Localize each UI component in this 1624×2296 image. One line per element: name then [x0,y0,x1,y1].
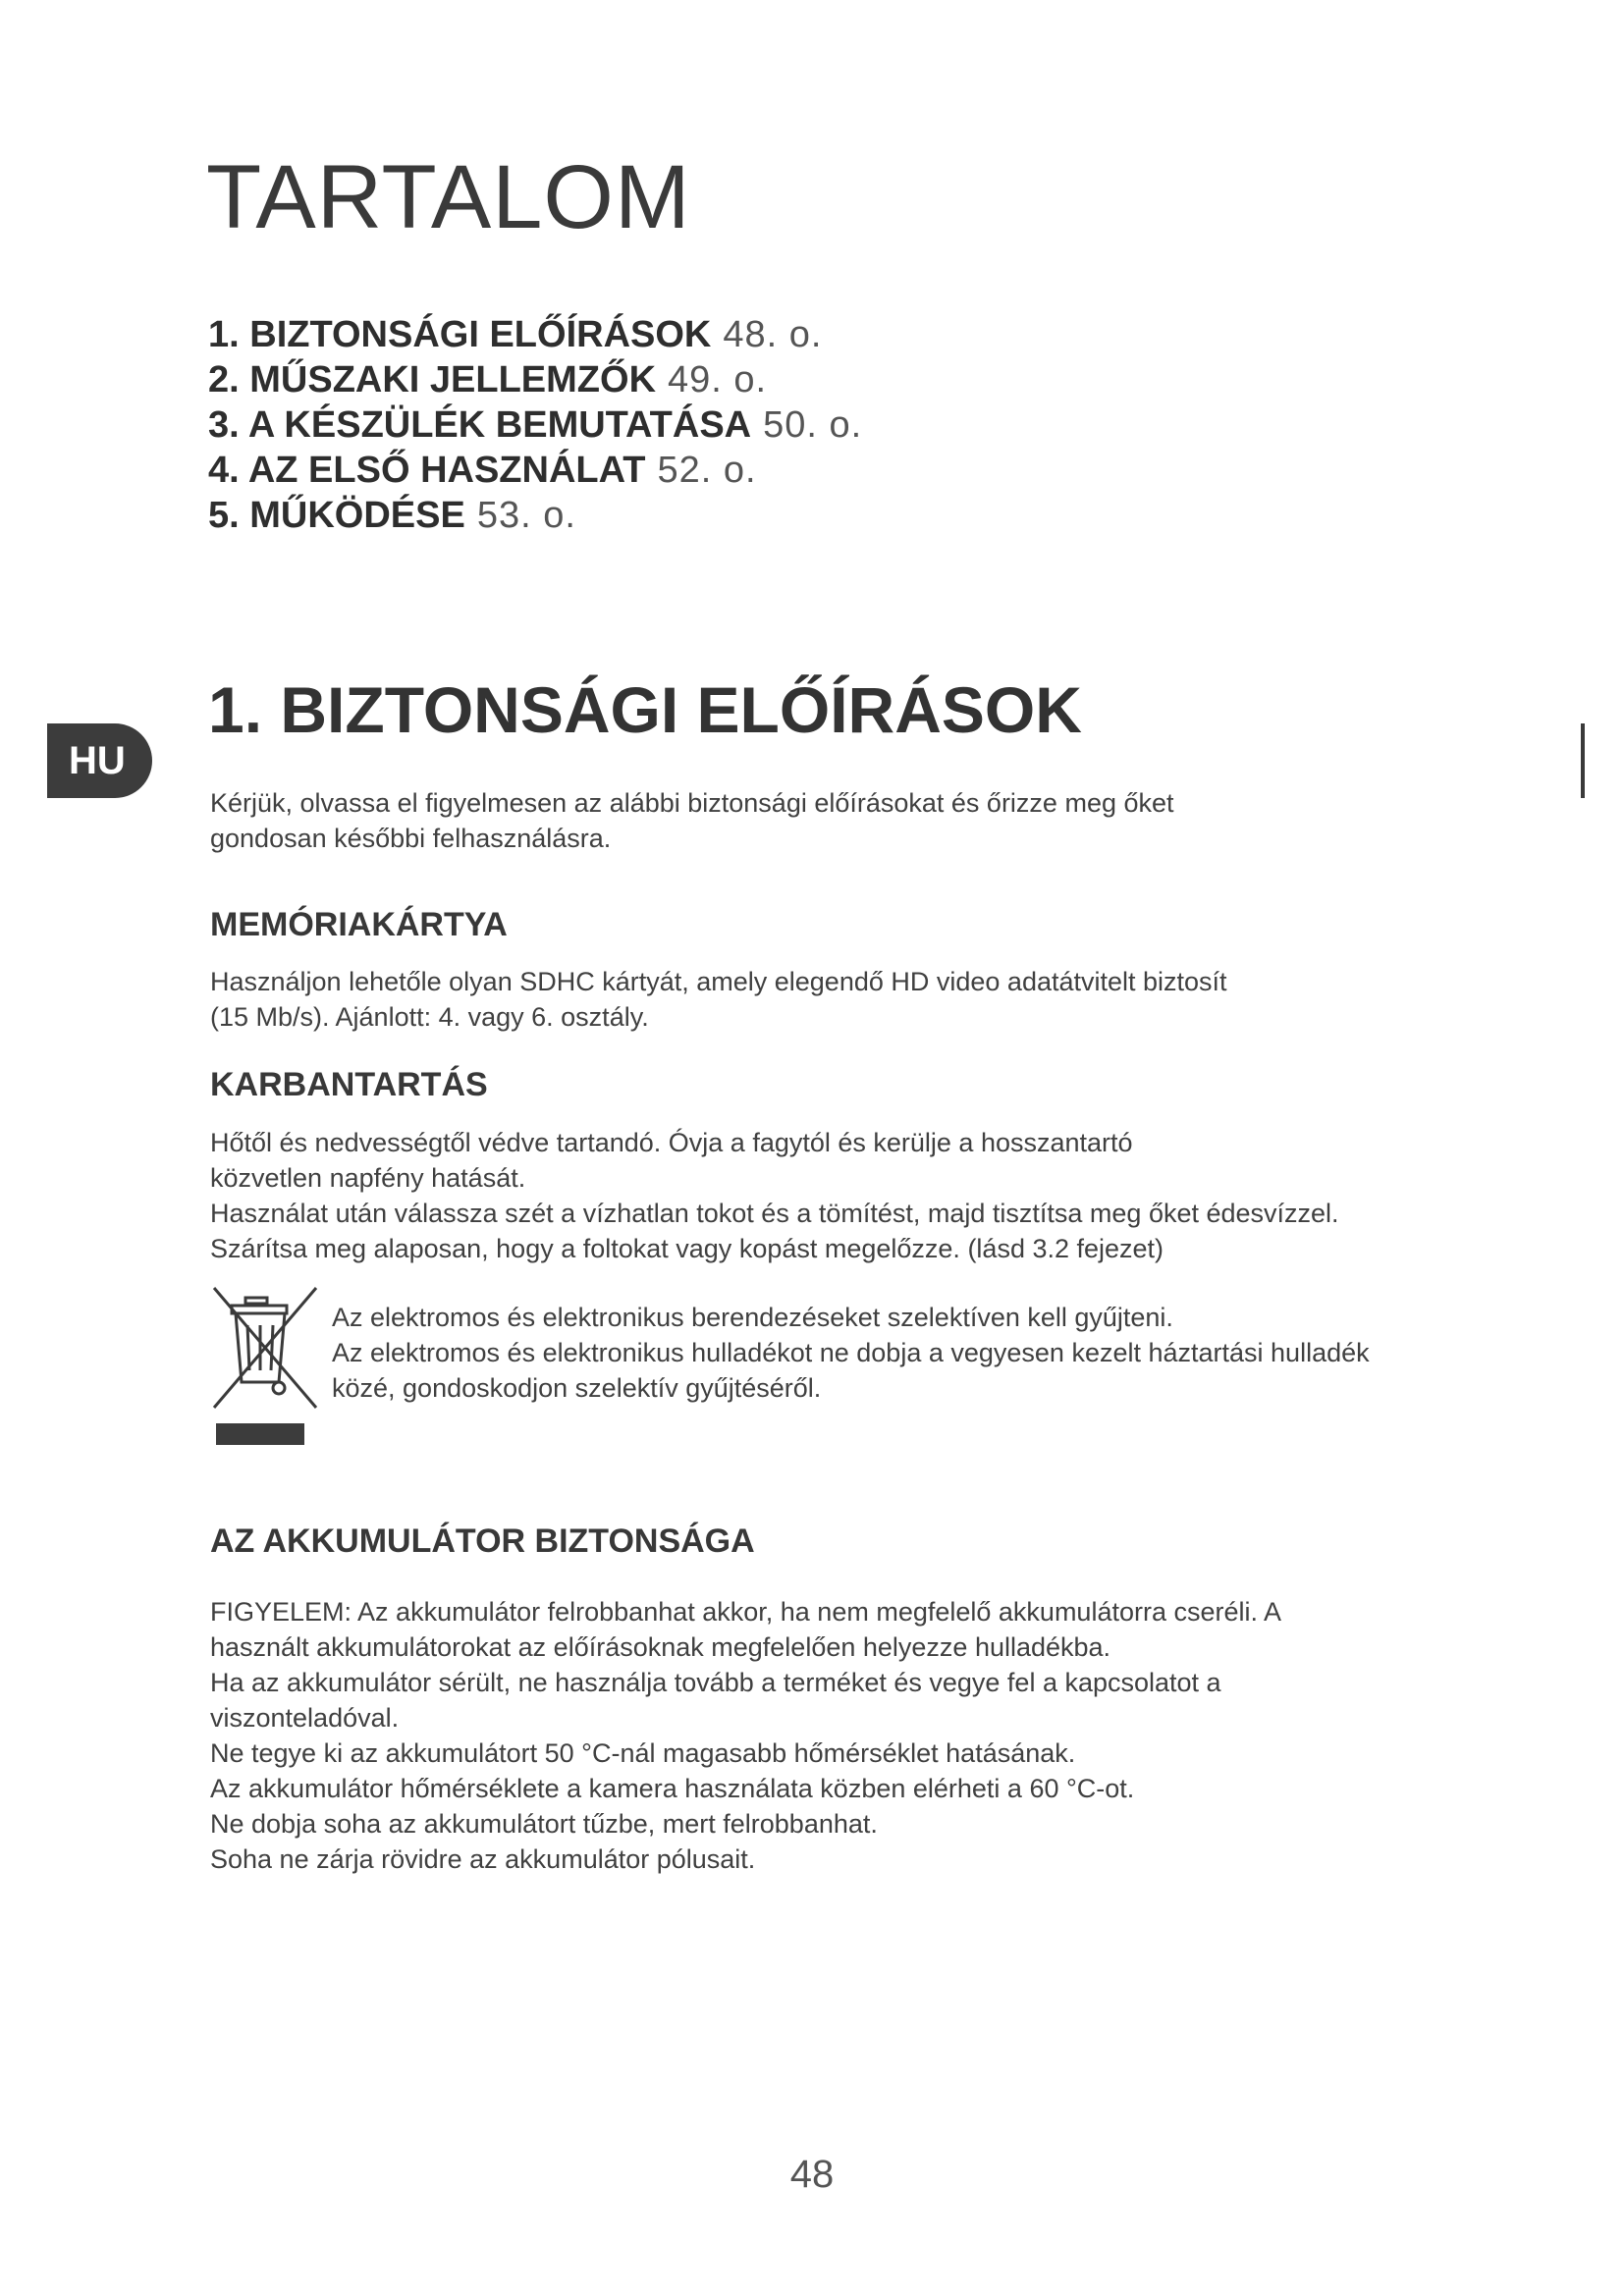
toc-entry-label: 1. BIZTONSÁGI ELŐÍRÁSOK [208,314,712,355]
weee-bar-marker [216,1423,304,1445]
toc-entry-label: 3. A KÉSZÜLÉK BEMUTATÁSA [208,404,752,446]
text-line: viszonteladóval. [210,1703,400,1733]
text-line: (15 Mb/s). Ajánlott: 4. vagy 6. osztály. [210,1002,649,1032]
text-line: Használat után válassza szét a vízhatlan tokot és a tömítést, majd tisztítsa meg őket édesvízzel. [210,1199,1339,1228]
toc-entry-page: 53. o. [476,495,576,536]
memory-card-heading: MEMÓRIAKÁRTYA [210,906,508,943]
text-line: Használjon lehetőle olyan SDHC kártyát, amely elegendő HD video adatátvitelt biztosít [210,967,1227,996]
toc-entry[interactable] [208,357,862,402]
text-line: Soha ne zárja rövidre az akkumulátor pólusait. [210,1844,756,1874]
text-line: Ne tegye ki az akkumulátort 50 °C-nál magasabb hőmérséklet hatásának. [210,1738,1076,1768]
battery-heading: AZ AKKUMULÁTOR BIZTONSÁGA [210,1522,755,1560]
maintenance-heading: KARBANTARTÁS [210,1066,488,1103]
table-of-contents [208,312,862,538]
language-tab: HU [47,723,152,798]
weee-paragraph [332,1300,1370,1406]
text-line: Szárítsa meg alaposan, hogy a foltokat vagy kopást megelőzze. (lásd 3.2 fejezet) [210,1234,1164,1263]
text-line: Hőtől és nedvességtől védve tartandó. Óvja a fagytól és kerülje a hosszantartó [210,1128,1133,1157]
toc-entry[interactable] [208,402,862,448]
text-line: Ne dobja soha az akkumulátort tűzbe, mert felrobbanhat. [210,1809,878,1839]
text-line: Az akkumulátor hőmérséklete a kamera használata közben elérheti a 60 °C-ot. [210,1774,1135,1803]
toc-entry[interactable] [208,312,862,357]
toc-entry-page: 48. o. [723,314,823,355]
toc-entry-label: 5. MŰKÖDÉSE [208,495,465,536]
page-title: TARTALOM [206,147,691,247]
text-line: Az elektromos és elektronikus hulladékot ne dobja a vegyesen kezelt háztartási hulladék [332,1338,1370,1367]
intro-paragraph [210,785,1174,856]
battery-paragraph [210,1594,1281,1877]
toc-entry-page: 50. o. [763,404,863,446]
section-marker-bar [1581,723,1585,798]
text-line: Ha az akkumulátor sérült, ne használja tovább a terméket és vegye fel a kapcsolatot a [210,1668,1221,1697]
text-line: gondosan későbbi felhasználásra. [210,824,612,853]
text-line: közvetlen napfény hatását. [210,1163,526,1193]
crossed-out-wheelie-bin-icon [210,1284,320,1412]
toc-entry-page: 52. o. [657,450,757,491]
toc-entry[interactable] [208,493,862,538]
toc-entry-page: 49. o. [668,359,768,400]
maintenance-paragraph [210,1125,1339,1266]
toc-entry-label: 2. MŰSZAKI JELLEMZŐK [208,359,657,400]
section-heading: 1. BIZTONSÁGI ELŐÍRÁSOK [208,673,1082,746]
text-line: Kérjük, olvassa el figyelmesen az alábbi biztonsági előírásokat és őrizze meg őket [210,788,1174,818]
text-line: Az elektromos és elektronikus berendezéseket szelektíven kell gyűjteni. [332,1303,1173,1332]
toc-entry[interactable] [208,448,862,493]
toc-entry-label: 4. AZ ELSŐ HASZNÁLAT [208,450,646,491]
text-line: közé, gondoskodjon szelektív gyűjtéséről. [332,1373,822,1403]
text-line: használt akkumulátorokat az előírásoknak megfelelően helyezze hulladékba. [210,1632,1111,1662]
page-number: 48 [789,2153,835,2196]
text-line: FIGYELEM: Az akkumulátor felrobbanhat akkor, ha nem megfelelő akkumulátorra cseréli. A [210,1597,1282,1627]
memory-card-paragraph [210,964,1227,1035]
